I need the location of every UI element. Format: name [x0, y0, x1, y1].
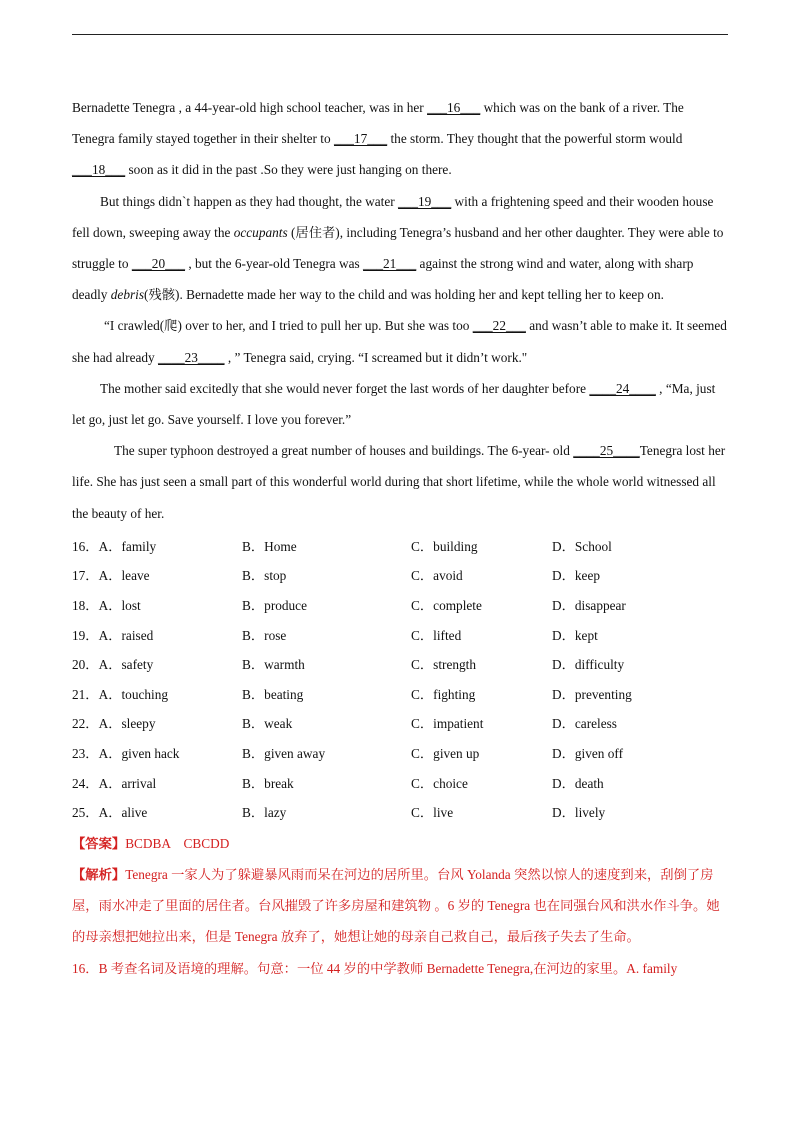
option-d: D．difficulty	[552, 657, 625, 673]
option-row-17	[72, 561, 728, 591]
text-run: against the strong wind and water, along with sharp deadly	[72, 256, 694, 303]
option-a: 18．A．lost	[72, 598, 141, 614]
answer-text: BCDBA CBCDD	[125, 835, 230, 851]
option-a: 22．A．sleepy	[72, 716, 156, 732]
text-run: , ” Tenegra said, crying. “I screamed but it didn’t work."	[224, 349, 528, 365]
option-a: 16．A．family	[72, 538, 157, 554]
option-b: B．Home	[242, 538, 297, 554]
text-run: soon as it did in the past .So they were just hanging on there.	[125, 162, 452, 178]
option-b: B．stop	[242, 568, 287, 584]
blank-24: ____24____	[589, 380, 656, 396]
option-row-21	[72, 680, 728, 710]
option-c: C．complete	[411, 598, 482, 614]
blank-22: ___22___	[472, 318, 526, 334]
option-row-19	[72, 621, 728, 651]
passage-paragraph-4	[72, 373, 728, 435]
option-row-25	[72, 798, 728, 828]
option-c: C．choice	[411, 775, 468, 791]
passage-paragraph-2	[72, 186, 728, 311]
option-d: D．given off	[552, 746, 624, 761]
blank-21: ___21___	[363, 256, 417, 272]
option-d: D．preventing	[552, 686, 632, 702]
option-d: D．School	[552, 538, 612, 554]
option-row-20	[72, 650, 728, 680]
analysis-label: 【解析】	[72, 866, 126, 882]
blank-25: ____25____	[573, 443, 640, 459]
blank-17: ___17___	[333, 131, 388, 147]
option-row-16	[72, 532, 728, 562]
option-d: D．kept	[552, 627, 598, 643]
option-d: D．lively	[552, 805, 606, 821]
text-run: Tenegra lost her life. She has just seen a small part of this wonderful world during that short lifetime, while the whole world witnessed all the beauty of her.	[72, 443, 726, 521]
option-d: D．keep	[552, 568, 600, 584]
option-c: C．given up	[411, 746, 480, 761]
text-run: “I crawled(爬) over to her, and I tried to pull her up. But she was too	[104, 318, 473, 334]
option-b: B．produce	[242, 598, 307, 614]
option-b: B．beating	[242, 686, 304, 702]
analysis-paragraph	[72, 859, 728, 953]
option-a: 23．A．given hack	[72, 746, 180, 761]
answer-line	[72, 828, 728, 859]
options-list	[72, 532, 728, 828]
italic-word-debris: debris	[110, 287, 145, 303]
option-a: 24．A．arrival	[72, 775, 157, 791]
option-c: C．fighting	[411, 686, 476, 702]
blank-23: ____23____	[158, 349, 225, 365]
blank-16: ___16___	[427, 100, 481, 115]
passage-paragraph-1	[72, 92, 728, 186]
option-d: D．death	[552, 775, 604, 791]
passage-paragraph-5	[72, 435, 728, 529]
option-b: B．warmth	[242, 657, 305, 673]
option-a: 20．A．safety	[72, 657, 154, 673]
text-run: which was on the bank of a river. The Tenegra family stayed together in their shelter to	[72, 100, 684, 147]
option-b: B．rose	[242, 627, 287, 643]
option-row-24	[72, 769, 728, 799]
option-row-22	[72, 709, 728, 739]
option-c: C．strength	[411, 657, 477, 673]
option-row-18	[72, 591, 728, 621]
option-c: C．lifted	[411, 627, 462, 643]
option-d: D．disappear	[552, 598, 626, 614]
text-run: But things didn`t happen as they had thought, the water	[100, 193, 399, 209]
text-run: Bernadette Tenegra , a 44-year-old high school teacher, was in her	[72, 100, 428, 115]
option-a: 17．A．leave	[72, 568, 150, 584]
option-a: 25．A．alive	[72, 805, 148, 821]
header-rule	[72, 34, 728, 35]
text-run: (居住者), including Tenegra’s husband and her other daughter. They were able to struggle to	[72, 224, 724, 272]
italic-word-occupants: occupants	[233, 224, 288, 240]
option-b: B．lazy	[242, 805, 287, 821]
text-run: , “Ma, just let go, just let go. Save yourself. I love you forever.”	[72, 380, 716, 428]
answer-label: 【答案】	[72, 835, 126, 851]
option-c: C．live	[411, 805, 454, 821]
option-b: B．break	[242, 775, 294, 791]
option-c: C．impatient	[411, 716, 484, 732]
option-row-23	[72, 739, 728, 769]
analysis-text: Tenegra 一家人为了躲避暴风雨而呆在河边的居所里。台风 Yolanda 突然以惊人的速度到来，刮倒了房屋，雨水冲走了里面的居住者。台风摧毁了许多房屋和建筑物 。6 岁的 Tenegra 也在同强台风和洪水作斗争。她的母亲想把她拉出来，但是 Tenegra 放弃了，她想让她的母亲自己救自己，最后孩子失去了生命。	[72, 866, 720, 945]
option-b: B．given away	[242, 746, 326, 761]
text-run: The mother said excitedly that she would never forget the last words of her daughter before	[100, 380, 590, 396]
blank-20: ___20___	[131, 256, 186, 272]
text-run: the storm. They thought that the powerful storm would	[387, 131, 683, 147]
analysis-line-16: 16．B 考查名词及语境的理解。句意：一位 44 岁的中学教师 Bernadette Tenegra,在河边的家里。A. family	[72, 960, 678, 976]
text-run: and wasn’t able to make it. It seemed she had already	[72, 318, 727, 365]
text-run: , but the 6-year-old Tenegra was	[185, 256, 364, 272]
text-run: with a frightening speed and their wooden house fell down, sweeping away the	[72, 193, 714, 240]
blank-18: ___18___	[72, 162, 126, 178]
option-a: 21．A．touching	[72, 686, 169, 702]
option-c: C．avoid	[411, 568, 463, 584]
text-run: (残骸). Bernadette made her way to the child and was holding her and kept telling her to keep on.	[144, 287, 664, 303]
option-b: B．weak	[242, 716, 293, 732]
text-run: The super typhoon destroyed a great number of houses and buildings. The 6-year- old	[114, 443, 574, 459]
passage-paragraph-3	[72, 310, 728, 372]
blank-19: ___19___	[398, 193, 452, 209]
document-page	[72, 92, 728, 984]
option-d: D．careless	[552, 716, 617, 732]
option-a: 19．A．raised	[72, 627, 154, 643]
option-c: C．building	[411, 538, 478, 554]
